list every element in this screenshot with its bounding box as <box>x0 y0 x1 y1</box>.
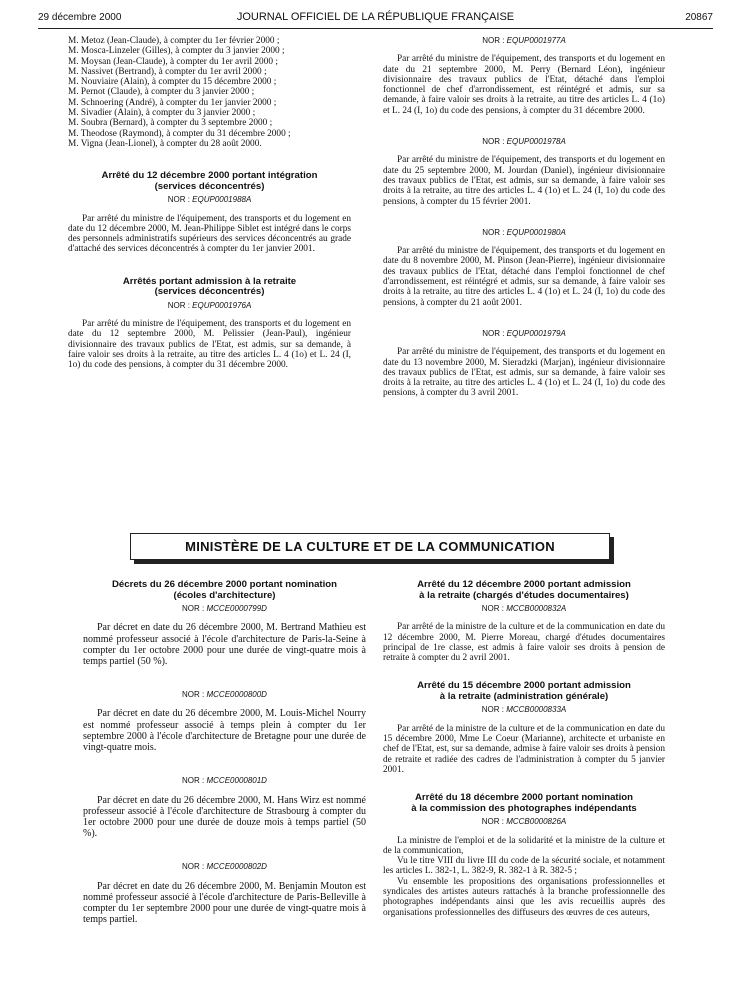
nor-code: EQUP0001980A <box>506 227 566 237</box>
ministry-banner: MINISTÈRE DE LA CULTURE ET DE LA COMMUNICATION <box>130 533 610 560</box>
nor-reference <box>383 817 665 827</box>
spacer <box>383 116 665 134</box>
nor-code: MCCE0000800D <box>206 690 267 700</box>
column-2 <box>383 36 665 399</box>
nor-code: EQUP0001979A <box>506 328 566 338</box>
section-subtitle-line: (services déconcentrés) <box>154 180 265 192</box>
nor-reference <box>83 690 366 700</box>
nor-label: NOR : <box>481 705 504 715</box>
nor-reference <box>383 329 665 339</box>
decree-paragraph: Vu le titre VIII du livre III du code de la sécurité sociale, et notamment les articles L. 382-1, L. 382-9, R. 382-1 à R. 382-5 ; <box>383 856 665 877</box>
list-item: M. Schnoering (André), à compter du 1er janvier 2000 ; <box>68 97 277 108</box>
nor-label: NOR : <box>482 36 505 45</box>
nor-reference <box>68 301 351 311</box>
section-subtitle-line: à la retraite (chargés d'études documentaires) <box>419 589 629 601</box>
nor-code: MCCB0000826A <box>506 817 567 827</box>
section-title <box>83 580 366 601</box>
decree-paragraph: Par décret en date du 26 décembre 2000, M. Bertrand Mathieu est nommé professeur associé à l'école d'architecture de Paris-la-Seine à compter du 1er octobre 2000 pour une durée de vingt-quatre mois à temps partiel (50 %). <box>83 622 366 667</box>
decree-paragraph: Par décret en date du 26 décembre 2000, M. Hans Wirz est nommé professeur associé à l'école d'architecture de Strasbourg à compter du 1er octobre 2000 pour une durée de douze mois à temps partiel (50 %). <box>83 794 366 840</box>
nor-reference <box>83 862 366 872</box>
section-title-line: Arrêté du 12 décembre 2000 portant intégration <box>101 170 318 182</box>
nor-label: NOR : <box>167 195 190 205</box>
nor-code: MCCE0000801D <box>206 776 267 786</box>
list-item: M. Moysan (Jean-Claude), à compter du 1er avril 2000 ; <box>68 56 278 67</box>
nor-code: MCCE0000802D <box>206 862 267 872</box>
nor-label: NOR : <box>482 227 505 237</box>
header-journal-title: JOURNAL OFFICIEL DE LA RÉPUBLIQUE FRANÇAISE <box>236 11 515 23</box>
list-item: M. Vigna (Jean-Lionel), à compter du 28 août 2000. <box>68 138 262 149</box>
section-subtitle-line: (écoles d'architecture) <box>173 589 276 601</box>
column-3 <box>83 580 366 925</box>
section-title-line: Décrets du 26 décembre 2000 portant nomination <box>112 579 337 590</box>
spacer <box>383 207 665 225</box>
spacer <box>383 775 665 793</box>
nor-code: MCCB0000833A <box>506 705 567 715</box>
nor-label: NOR : <box>482 328 505 338</box>
header-rule <box>38 28 713 29</box>
column-4 <box>383 580 665 918</box>
nor-reference <box>83 776 366 786</box>
decree-paragraph: Par décret en date du 26 décembre 2000, M. Louis-Michel Nourry est nommé professeur associé à temps plein à compter du 1er septembre 2000 à l'école d'architecture de Bretagne pour une durée de vingt-quatre mois. <box>83 708 366 754</box>
list-item: M. Theodose (Raymond), à compter du 31 décembre 2000 ; <box>68 128 291 139</box>
section-title <box>383 580 665 601</box>
nor-label: NOR : <box>182 862 205 872</box>
list-item: M. Pernot (Claude), à compter du 3 janvier 2000 ; <box>68 87 255 98</box>
nor-code: EQUP0001978A <box>506 137 566 147</box>
retirement-name-list <box>68 36 351 149</box>
spacer <box>83 667 366 687</box>
list-item: M. Nouviaire (Alain), à compter du 15 décembre 2000 ; <box>68 77 277 88</box>
column-1 <box>68 36 351 371</box>
list-item: M. Sivadier (Alain), à compter du 3 janvier 2000 ; <box>68 108 256 119</box>
list-item: M. Nassivet (Bertrand), à compter du 1er avril 2000 ; <box>68 66 267 77</box>
decree-paragraph: Par arrêté du ministre de l'équipement, des transports et du logement en date du 12 septembre 2000, M. Pelissier (Jean-Paul), ingénieur divisionnaire des travaux publics de l'Etat, est admis, sur sa demande, à faire valoir ses droits à la retraite, au titre des articles L. 4 (1o) et L. 24 (I, 1o) du code des pensions, à compter du 31 décembre 2000. <box>68 319 351 371</box>
nor-label: NOR : <box>182 604 205 613</box>
nor-label: NOR : <box>481 817 504 827</box>
decree-paragraph: Par arrêté de la ministre de la culture et de la communication en date du 15 décembre 2000, Mme Le Coeur (Marianne), architecte et urbaniste en chef de l'Etat, est, sur sa demande, admise à faire valoir ses droits à pension de retraite et radiée des cadres de l'administration à compter du 5 janvier 2001. <box>383 723 665 775</box>
nor-code: EQUP0001977A <box>506 36 566 45</box>
section-title <box>68 171 351 192</box>
decree-paragraph: Par arrêté du ministre de l'équipement, des transports et du logement en date du 25 septembre 2000, M. Jourdan (Daniel), ingénieur divisionnaire des travaux publics de l'Etat, est admis, sur sa demande, à faire valoir ses droits à la retraite, au titre des articles L. 4 (1o) et L. 24 (I, 1o) du code des pensions, à compter du 15 février 2001. <box>383 155 665 207</box>
nor-label: NOR : <box>182 690 205 700</box>
nor-label: NOR : <box>167 300 190 310</box>
section-title <box>383 681 665 702</box>
decree-paragraph: Vu ensemble les propositions des organisations professionnelles et syndicales des artistes auteurs rattachés à la branche professionnelle des photographes indépendants ainsi que les avis recueillis auprès des organisations professionnelles des diffuseurs des œuvres de ces auteurs, <box>383 876 665 918</box>
list-item: M. Soubra (Bernard), à compter du 3 septembre 2000 ; <box>68 118 273 129</box>
nor-reference <box>383 36 665 46</box>
nor-reference <box>383 137 665 147</box>
nor-code: EQUP0001976A <box>192 300 252 310</box>
section-subtitle-line: à la commission des photographes indépendants <box>411 802 637 814</box>
spacer <box>83 753 366 773</box>
nor-reference <box>383 228 665 238</box>
nor-label: NOR : <box>482 137 505 147</box>
nor-code: MCCE0000799D <box>206 604 267 613</box>
decree-paragraph: Par arrêté de la ministre de la culture et de la communication en date du 12 décembre 2000, M. Pierre Moreau, chargé d'études documentaires principal de 1re classe, est admis à faire valoir ses droits à pension de retraite à compter du 2 avril 2001. <box>383 622 665 664</box>
header-date: 29 décembre 2000 <box>38 12 122 23</box>
nor-reference <box>68 195 351 205</box>
section-title-line: Arrêtés portant admission à la retraite <box>122 275 297 287</box>
spacer <box>83 839 366 859</box>
nor-reference <box>383 705 665 715</box>
page-header <box>38 12 713 26</box>
nor-label: NOR : <box>182 776 205 786</box>
decree-paragraph: La ministre de l'emploi et de la solidarité et la ministre de la culture et de la communication, <box>383 835 665 856</box>
nor-code: EQUP0001988A <box>192 195 252 205</box>
nor-label: NOR : <box>481 604 504 613</box>
list-item: M. Mosca-Linzeler (Gilles), à compter du 3 janvier 2000 ; <box>68 46 285 57</box>
section-title <box>68 277 351 298</box>
header-page-number: 20867 <box>685 12 713 23</box>
decree-paragraph: Par arrêté du ministre de l'équipement, des transports et du logement en date du 8 novembre 2000, M. Pinson (Jean-Pierre), ingénieur divisionnaire des travaux publics de l'Etat, détaché dans l'emploi fonctionnel de chef d'arrondissement, est réintégré et admis, sur sa demande, à faire valoir ses droits à la retraite, au titre des articles L. 4 (1o) et L. 24 (I, 1o) du code des pensions, à compter du 21 août 2001. <box>383 246 665 308</box>
section-title-line: Arrêté du 12 décembre 2000 portant admission <box>417 579 631 590</box>
nor-code: MCCB0000832A <box>506 604 567 613</box>
section-subtitle-line: (services déconcentrés) <box>154 286 265 298</box>
spacer <box>383 308 665 326</box>
decree-paragraph: Par arrêté du ministre de l'équipement, des transports et du logement en date du 21 septembre 2000, M. Perry (Bernard Léon), ingénieur divisionnaire des travaux publics de l'Etat, détaché dans l'emploi fonctionnel de chef d'arrondissement, est réintégré et admis, sur sa demande, à faire valoir ses droits à la retraite, au titre des articles L. 4 (1o) et L. 24 (I, 1o) du code des pensions, à compter du 31 décembre 2000. <box>383 54 665 116</box>
nor-reference <box>83 604 366 614</box>
section-subtitle-line: à la retraite (administration générale) <box>439 690 609 702</box>
spacer <box>383 663 665 681</box>
nor-reference <box>383 604 665 614</box>
decree-paragraph: Par arrêté du ministre de l'équipement, des transports et du logement en date du 12 décembre 2000, M. Jean-Philippe Siblet est intégré dans le corps des personnels administratifs supérieurs des services déconcentrés au grade d'attaché des services déconcentrés à compter du 1er janvier 2001. <box>68 213 351 255</box>
section-title-line: Arrêté du 18 décembre 2000 portant nomination <box>414 792 634 804</box>
decree-paragraph: Par arrêté du ministre de l'équipement, des transports et du logement en date du 13 novembre 2000, M. Sieradzki (Marjan), ingénieur divisionnaire des travaux publics de l'Etat, est admis, sur sa demande, à faire valoir ses droits à la retraite, au titre des articles L. 4 (1o) et L. 24 (I, 1o) du code des pensions, à compter du 3 avril 2001. <box>383 347 665 399</box>
section-title-line: Arrêté du 15 décembre 2000 portant admission <box>417 680 631 692</box>
decree-paragraph: Par décret en date du 26 décembre 2000, M. Benjamin Mouton est nommé professeur associé à l'école d'architecture de Paris-Belleville à compter du 1er septembre 2000 pour une durée de vingt-quatre mois à temps partiel. <box>83 880 366 926</box>
list-item: M. Metoz (Jean-Claude), à compter du 1er février 2000 ; <box>68 36 280 46</box>
section-title <box>383 793 665 814</box>
